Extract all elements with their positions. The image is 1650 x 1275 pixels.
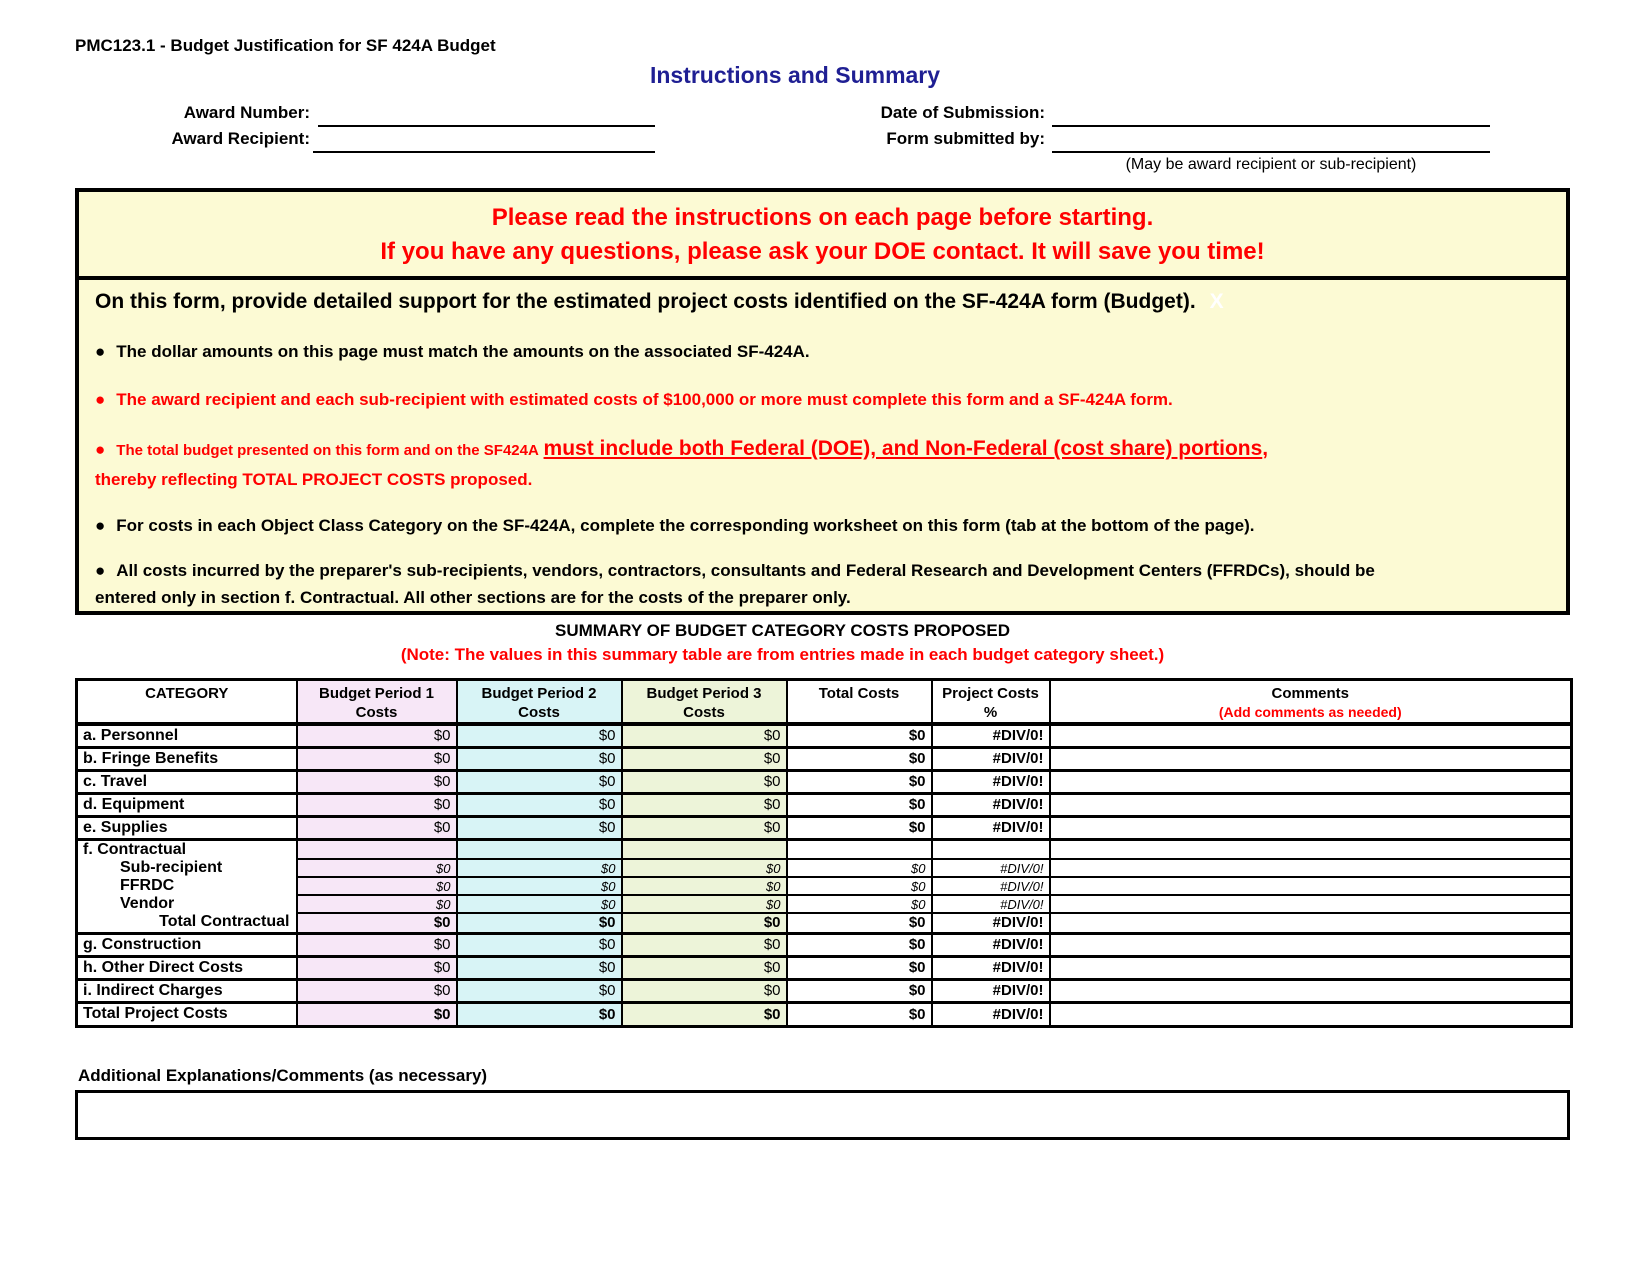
bullet-contractual-costs	[95, 557, 1548, 611]
total-cost-cell: $0	[787, 956, 932, 979]
bp2-cost-cell: $0	[457, 895, 622, 913]
bp1-cost-cell: $0	[297, 979, 457, 1002]
warning-line-1: Please read the instructions on each page before starting.	[491, 204, 1154, 231]
summary-title: SUMMARY OF BUDGET CATEGORY COSTS PROPOSED	[555, 621, 1010, 640]
form-submitted-by-field[interactable]	[1052, 131, 1490, 153]
bullet-text-underlined: must include both Federal (DOE), and Non-Federal (cost share) portions	[543, 437, 1263, 460]
bp2-cost-cell: $0	[457, 956, 622, 979]
category-cell: i. Indirect Charges	[77, 979, 297, 1002]
bp2-cost-cell: $0	[457, 933, 622, 956]
row-fringe-benefits	[77, 747, 1572, 770]
project-pct-cell: #DIV/0!	[932, 747, 1050, 770]
bp3-cost-cell: $0	[622, 1002, 787, 1026]
category-cell: d. Equipment	[77, 793, 297, 816]
bp2-cost-cell: $0	[457, 859, 622, 877]
bp2-cost-cell: $0	[457, 747, 622, 770]
total-costs-column-header: Total Costs	[787, 680, 932, 725]
total-cost-cell: $0	[787, 1002, 932, 1026]
form-submitted-by-label: Form submitted by:	[886, 129, 1045, 148]
bp1-cost-cell: $0	[297, 793, 457, 816]
comments-cell[interactable]	[1050, 770, 1572, 793]
row-supplies	[77, 816, 1572, 839]
category-cell: Total Project Costs	[77, 1002, 297, 1026]
award-recipient-label: Award Recipient:	[171, 129, 310, 148]
category-column-header: CATEGORY	[77, 680, 297, 725]
total-cost-cell: $0	[787, 770, 932, 793]
table-header-row	[77, 680, 1572, 725]
project-pct-cell: #DIV/0!	[932, 859, 1050, 877]
category-cell: Total Contractual	[77, 913, 297, 933]
total-cost-cell: $0	[787, 793, 932, 816]
category-cell: Vendor	[77, 895, 297, 913]
budget-period-1-column-header	[297, 680, 457, 725]
bp3-cost-cell: $0	[622, 770, 787, 793]
project-pct-cell: #DIV/0!	[932, 793, 1050, 816]
bullet-text: For costs in each Object Class Category on the SF-424A, complete the corresponding worksheet on this form (tab at the bottom of the page).	[116, 516, 1255, 535]
category-cell: g. Construction	[77, 933, 297, 956]
additional-comments-label: Additional Explanations/Comments (as necessary)	[78, 1066, 488, 1085]
form-id-title: PMC123.1 - Budget Justification for SF 424A Budget	[75, 36, 496, 55]
bp3-cost-cell: $0	[622, 933, 787, 956]
comments-cell[interactable]	[1050, 747, 1572, 770]
summary-note: (Note: The values in this summary table are from entries made in each budget category sheet.)	[400, 645, 1165, 664]
bp1-cost-cell: $0	[297, 1002, 457, 1026]
row-total-contractual	[77, 913, 1572, 933]
bp3-cost-cell: $0	[622, 793, 787, 816]
bp2-cost-cell: $0	[457, 770, 622, 793]
row-contractual-header	[77, 839, 1572, 859]
comments-cell[interactable]	[1050, 956, 1572, 979]
total-cost-cell: $0	[787, 747, 932, 770]
bp3-cost-cell: $0	[622, 956, 787, 979]
row-vendor	[77, 895, 1572, 913]
project-pct-cell: #DIV/0!	[932, 979, 1050, 1002]
bullet-text: The award recipient and each sub-recipient with estimated costs of $100,000 or more must complete this form and a SF-424A form.	[116, 390, 1173, 409]
bullet-total-budget	[95, 434, 1548, 494]
intro-x-marker: X	[1209, 290, 1224, 313]
total-cost-cell: $0	[787, 816, 932, 839]
bp1-cost-cell: $0	[297, 956, 457, 979]
page-title: Instructions and Summary	[649, 62, 941, 88]
bp2-cost-cell: $0	[457, 1002, 622, 1026]
header-line2: Costs	[518, 704, 560, 721]
bp3-cost-cell: $0	[622, 877, 787, 895]
bp2-cost-cell: $0	[457, 724, 622, 747]
bullet-sub-recipient-100k	[95, 386, 1548, 413]
budget-period-3-column-header	[622, 680, 787, 725]
bp1-cost-cell: $0	[297, 877, 457, 895]
total-cost-cell	[787, 839, 932, 859]
comments-cell[interactable]	[1050, 724, 1572, 747]
comments-cell[interactable]	[1050, 979, 1572, 1002]
bp3-cost-cell: $0	[622, 913, 787, 933]
header-line2: (Add comments as needed)	[1218, 704, 1402, 720]
award-number-field[interactable]	[318, 105, 655, 127]
project-pct-cell: #DIV/0!	[932, 724, 1050, 747]
header-line1: Budget Period 2	[481, 685, 597, 702]
row-personnel	[77, 724, 1572, 747]
comments-cell[interactable]	[1050, 793, 1572, 816]
bp1-cost-cell: $0	[297, 770, 457, 793]
bp1-cost-cell: $0	[297, 816, 457, 839]
bp1-cost-cell: $0	[297, 913, 457, 933]
bullet-icon: ●	[95, 561, 106, 580]
comments-cell[interactable]	[1050, 816, 1572, 839]
project-pct-cell: #DIV/0!	[932, 956, 1050, 979]
bp1-cost-cell: $0	[297, 747, 457, 770]
bullet-text-line1: All costs incurred by the preparer's sub-recipients, vendors, contractors, consultants and Federal Research and Development Centers (FFRDCs), should be	[116, 561, 1375, 580]
total-cost-cell: $0	[787, 859, 932, 877]
bp3-cost-cell: $0	[622, 747, 787, 770]
header-line2: Costs	[355, 704, 398, 721]
bp2-cost-cell: $0	[457, 979, 622, 1002]
bullet-text-line2: entered only in section f. Contractual. All other sections are for the costs of the preparer only.	[95, 588, 851, 607]
bp3-cost-cell: $0	[622, 979, 787, 1002]
comments-cell[interactable]	[1050, 877, 1572, 895]
category-cell: e. Supplies	[77, 816, 297, 839]
row-ffrdc	[77, 877, 1572, 895]
instructions-body	[79, 280, 1566, 611]
bp3-cost-cell	[622, 839, 787, 859]
project-pct-cell: #DIV/0!	[932, 877, 1050, 895]
row-total-project-costs	[77, 1002, 1572, 1026]
header-line2: %	[983, 704, 998, 721]
total-cost-cell: $0	[787, 724, 932, 747]
row-equipment	[77, 793, 1572, 816]
intro-paragraph	[95, 290, 1548, 314]
bp1-cost-cell: $0	[297, 895, 457, 913]
total-cost-cell: $0	[787, 979, 932, 1002]
category-cell: a. Personnel	[77, 724, 297, 747]
header-line2: Costs	[683, 704, 725, 721]
bp2-cost-cell: $0	[457, 793, 622, 816]
row-other-direct-costs	[77, 956, 1572, 979]
bp2-cost-cell	[457, 839, 622, 859]
comments-cell[interactable]	[1050, 859, 1572, 877]
budget-period-2-column-header	[457, 680, 622, 725]
comments-cell[interactable]	[1050, 895, 1572, 913]
header-line1: Budget Period 3	[646, 685, 762, 702]
category-cell: f. Contractual	[77, 839, 297, 859]
header-line1: Comments	[1271, 685, 1349, 702]
bp1-cost-cell: $0	[297, 933, 457, 956]
total-cost-cell: $0	[787, 895, 932, 913]
category-cell: b. Fringe Benefits	[77, 747, 297, 770]
bp1-cost-cell	[297, 839, 457, 859]
project-pct-cell: #DIV/0!	[932, 1002, 1050, 1026]
bullet-text: The dollar amounts on this page must match the amounts on the associated SF-424A.	[116, 342, 810, 361]
row-indirect-charges	[77, 979, 1572, 1002]
bp2-cost-cell: $0	[457, 913, 622, 933]
date-of-submission-field[interactable]	[1052, 105, 1490, 127]
bp1-cost-cell: $0	[297, 724, 457, 747]
project-pct-cell: #DIV/0!	[932, 770, 1050, 793]
comments-cell[interactable]	[1050, 913, 1572, 933]
bullet-icon: ●	[95, 440, 106, 459]
bullet-dollar-amounts	[95, 338, 1548, 365]
total-cost-cell: $0	[787, 933, 932, 956]
bullet-object-class-category	[95, 512, 1548, 539]
summary-heading	[75, 621, 1570, 665]
bp3-cost-cell: $0	[622, 859, 787, 877]
bp2-cost-cell: $0	[457, 816, 622, 839]
summary-table	[75, 678, 1573, 1028]
bullet-icon: ●	[95, 342, 106, 361]
bullet-text-prefix: The total budget presented on this form and on the SF424A	[116, 442, 539, 459]
project-pct-cell: #DIV/0!	[932, 933, 1050, 956]
project-pct-cell: #DIV/0!	[932, 816, 1050, 839]
project-costs-pct-column-header	[932, 680, 1050, 725]
comments-cell[interactable]	[1050, 933, 1572, 956]
bullet-text-comma: ,	[1262, 437, 1269, 460]
row-construction	[77, 933, 1572, 956]
total-cost-cell: $0	[787, 913, 932, 933]
date-of-submission-label: Date of Submission:	[880, 103, 1045, 122]
category-cell: h. Other Direct Costs	[77, 956, 297, 979]
bp3-cost-cell: $0	[622, 816, 787, 839]
bp3-cost-cell: $0	[622, 895, 787, 913]
bp1-cost-cell: $0	[297, 859, 457, 877]
bp2-cost-cell: $0	[457, 877, 622, 895]
project-pct-cell: #DIV/0!	[932, 913, 1050, 933]
header-line1: Project Costs	[942, 685, 1039, 702]
award-recipient-field[interactable]	[313, 131, 655, 153]
bp3-cost-cell: $0	[622, 724, 787, 747]
read-instructions-warning	[79, 192, 1566, 280]
category-cell: c. Travel	[77, 770, 297, 793]
comments-column-header	[1050, 680, 1572, 725]
row-travel	[77, 770, 1572, 793]
bullet-icon: ●	[95, 390, 106, 409]
bullet-text-line2: thereby reflecting TOTAL PROJECT COSTS proposed.	[95, 470, 533, 489]
award-number-label: Award Number:	[183, 103, 310, 122]
total-cost-cell: $0	[787, 877, 932, 895]
row-sub-recipient	[77, 859, 1572, 877]
warning-line-2: If you have any questions, please ask your DOE contact. It will save you time!	[380, 238, 1265, 265]
project-pct-cell	[932, 839, 1050, 859]
comments-cell[interactable]	[1050, 1002, 1572, 1026]
submitted-by-note: (May be award recipient or sub-recipient)	[1125, 156, 1417, 173]
comments-cell[interactable]	[1050, 839, 1572, 859]
project-pct-cell: #DIV/0!	[932, 895, 1050, 913]
header-line1: Budget Period 1	[318, 685, 434, 702]
instructions-box	[75, 188, 1570, 615]
additional-comments-box[interactable]	[75, 1090, 1570, 1140]
category-cell: FFRDC	[77, 877, 297, 895]
bullet-icon: ●	[95, 516, 106, 535]
category-cell: Sub-recipient	[77, 859, 297, 877]
intro-text: On this form, provide detailed support for the estimated project costs identified on the SF-424A form (Budget).	[95, 290, 1196, 313]
